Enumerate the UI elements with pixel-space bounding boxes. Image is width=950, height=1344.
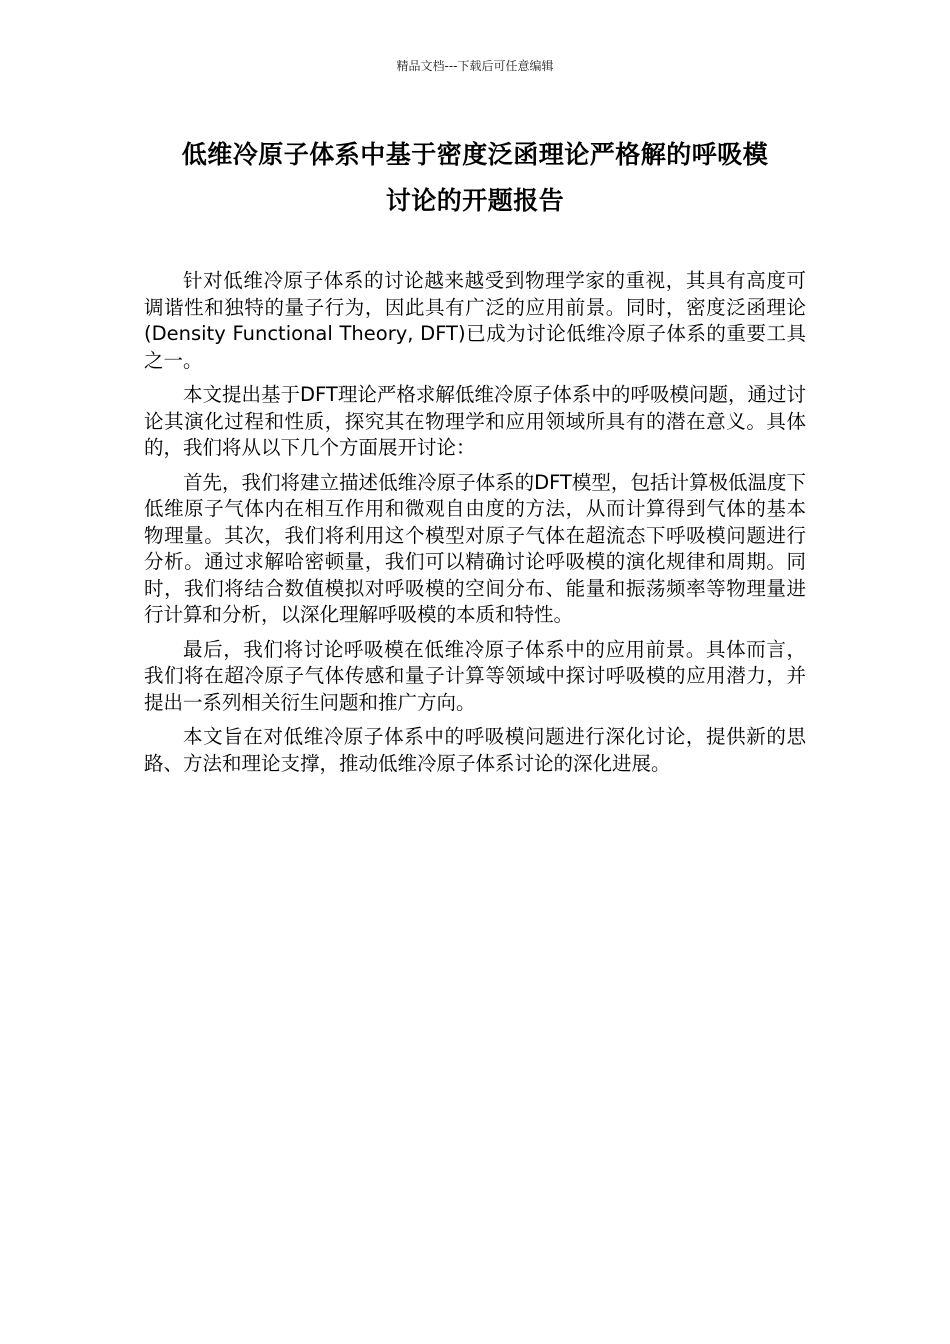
page-header: 精品文档---下载后可任意编辑 (396, 59, 554, 73)
document-body (144, 268, 806, 785)
paragraph-2: 本文提出基于DFT理论严格求解低维冷原子体系中的呼吸模问题，通过讨论其演化过程和性质，探究其在物理学和应用领域所具有的潜在意义。具体的，我们将从以下几个方面展开讨论： (144, 383, 806, 459)
paragraph-4: 最后，我们将讨论呼吸模在低维冷原子体系中的应用前景。具体而言，我们将在超冷原子气体传感和量子计算等领域中探讨呼吸模的应用潜力，并提出一系列相关衍生问题和推广方向。 (144, 637, 806, 714)
title-line-2: 讨论的开题报告 (385, 186, 565, 215)
paragraph-3: 首先，我们将建立描述低维冷原子体系的DFT模型，包括计算极低温度下低维原子气体内在相互作用和微观自由度的方法，从而计算得到气体的基本物理量。其次，我们将利用这个模型对原子气体在超流态下呼吸模问题进行分析。通过求解哈密顿量，我们可以精确讨论呼吸模的演化规律和周期。同时，我们将结合数值模拟对呼吸模的空间分布、能量和振荡频率等物理量进行计算和分析，以深化理解呼吸模的本质和特性。 (144, 470, 806, 626)
title-line-1: 低维冷原子体系中基于密度泛函理论严格解的呼吸模 (181, 140, 769, 169)
paragraph-5: 本文旨在对低维冷原子体系中的呼吸模问题进行深化讨论，提供新的思路、方法和理论支撑，推动低维冷原子体系讨论的深化进展。 (144, 725, 806, 775)
document-title (140, 132, 810, 224)
paragraph-1: 针对低维冷原子体系的讨论越来越受到物理学家的重视，其具有高度可调谐性和独特的量子行为，因此具有广泛的应用前景。同时，密度泛函理论(Density Functional Theory, DFT)已成为讨论低维冷原子体系的重要工具之一。 (144, 269, 806, 372)
